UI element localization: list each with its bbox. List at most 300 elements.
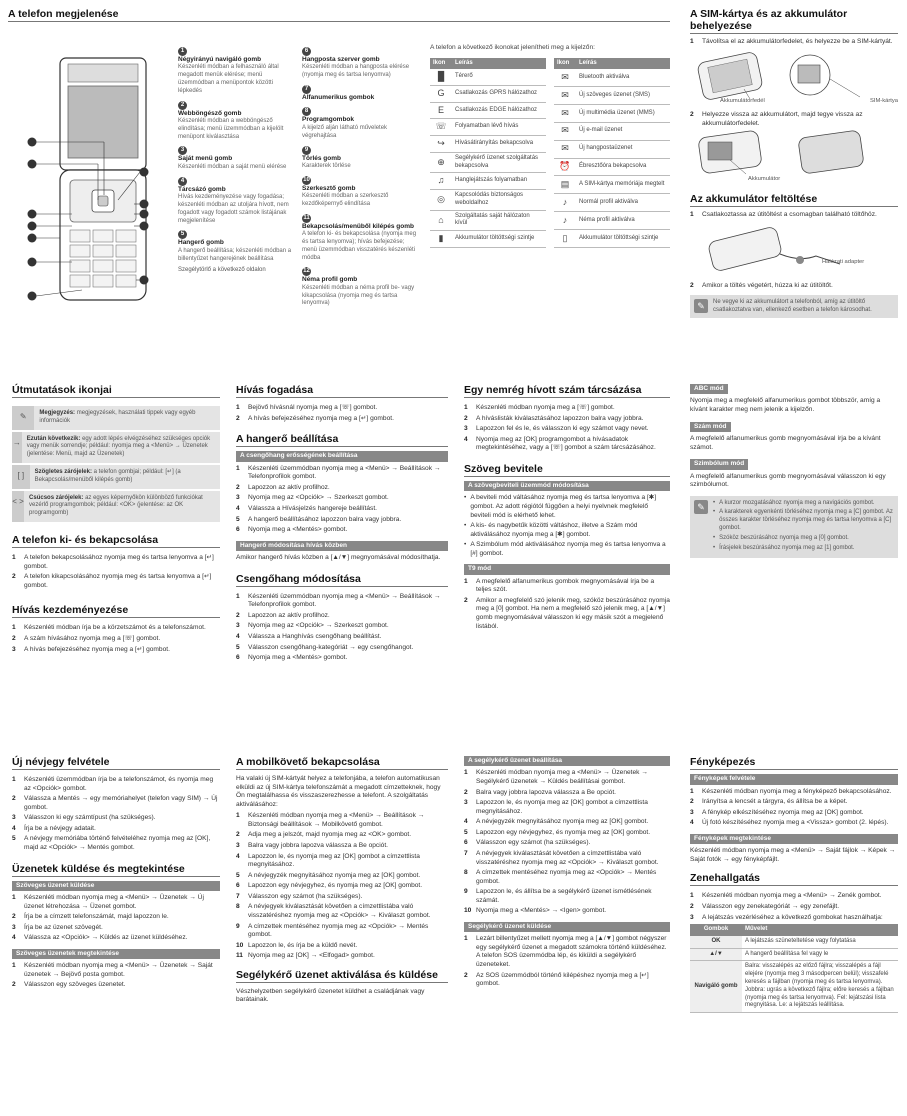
status-icon: ▐▌ bbox=[430, 69, 452, 85]
guide-def: a telefon gombjai; például: [↵] (a Bekapcsolás/menüből kilépés gomb) bbox=[34, 469, 181, 483]
icon-desc: Akkumulátor töltöttségi szintje bbox=[576, 230, 670, 248]
icon-row bbox=[430, 86, 546, 103]
bullet-text: A Szimbólum mód aktiválásához nyomja meg és tartsa lenyomva a [#] gombot. bbox=[470, 541, 666, 557]
step-number: 1 bbox=[236, 464, 240, 472]
step bbox=[690, 819, 898, 828]
bullet-dot: • bbox=[713, 544, 716, 551]
sim-step-1: Távolítsa el az akkumulátorfedelet, és helyezze be a SIM-kártyát. bbox=[702, 38, 893, 46]
step bbox=[12, 795, 220, 812]
step bbox=[236, 853, 448, 870]
step bbox=[12, 635, 220, 644]
tone-title: Csengőhang módosítása bbox=[236, 573, 448, 587]
key-desc: Készenléti módban a webböngésző elindítása; menü üzemmódban a kijelölt menüpont kiválasztása bbox=[178, 118, 284, 140]
step bbox=[236, 842, 448, 851]
step-text: Balra vagy jobbra lapozva válassza a Be opciót. bbox=[476, 788, 617, 796]
bullet-text: A karakterek egyenkénti törléséhez nyomja meg a [C] gombot. Az összes karakter törléséhez nyomja meg és tartsa lenyomva a [C] gombot. bbox=[719, 509, 893, 532]
step-text: Készenléti módban nyomja meg a <Menü> → Beállítások → Biztonsági beállítások → Mobilkövető gombot. bbox=[248, 812, 425, 828]
incall-text: Amikor hangerő hívás közben a [▲/▼] megnyomásával módosíthatja. bbox=[236, 554, 441, 562]
icon-desc: Új e-mail üzenet bbox=[576, 122, 670, 140]
key-desc: Készenléti módban a felhasználó által megadott menük elérése; menü üzemmódban a menüpontok közötti lépkedés bbox=[178, 64, 279, 94]
step bbox=[236, 622, 448, 631]
icon-row bbox=[554, 176, 670, 194]
col-icon: Ikon bbox=[430, 58, 452, 70]
step-text: Lapozzon egy névjegyhez, és nyomja meg az [OK] gombot. bbox=[476, 828, 651, 836]
col-r2-4 bbox=[690, 384, 898, 558]
bullet-dot: • bbox=[713, 509, 716, 516]
icon-desc: Akkumulátor töltöttségi szintje bbox=[452, 231, 546, 248]
bullet-dot: • bbox=[464, 522, 467, 530]
contact-title: Új névjegy felvétele bbox=[12, 756, 220, 770]
step bbox=[12, 624, 220, 633]
bullet bbox=[464, 541, 670, 558]
step-number: 9 bbox=[236, 922, 240, 930]
step-text: Nyomja meg a <Mentés> gombot. bbox=[248, 654, 348, 662]
step bbox=[464, 888, 670, 905]
bullet-text: A beviteli mód váltásához nyomja meg és tartsa lenyomva a [✱] gombot. Az adott régiótól függően a helyi nyelvnek megfelelő beviteli mód is elérhető lehet. bbox=[470, 494, 657, 519]
charger-illustration bbox=[690, 222, 898, 280]
key-number: 6 bbox=[302, 47, 311, 56]
step-text: Lapozzon az aktív profilhoz. bbox=[248, 611, 330, 619]
status-icon: ⌂ bbox=[430, 210, 452, 231]
step-number: 3 bbox=[236, 842, 240, 849]
abc-text: Nyomja meg a megfelelő alfanumerikus gombot többször, amíg a kívánt karakter meg nem jelenik a kijelzőn. bbox=[690, 397, 881, 413]
step bbox=[690, 914, 898, 923]
key-head bbox=[178, 46, 296, 56]
step-number: 4 bbox=[236, 632, 240, 640]
step-text: Nyomja meg a <Mentés> → <Igen> gombot. bbox=[476, 907, 607, 915]
icon-row bbox=[430, 102, 546, 119]
charge-step-2: Amikor a töltés végetért, húzza ki az útitöltőt. bbox=[702, 282, 833, 290]
step-text: Adja meg a jelszót, majd nyomja meg az <OK> gombot. bbox=[248, 831, 412, 839]
step-text: Nyomja meg az <Opciók> → Szerkeszt gombot. bbox=[248, 494, 389, 502]
step-number: 6 bbox=[236, 526, 240, 534]
step-text: Nyomja meg az [OK] programgombot a hívásadatok megtekintéséhez, vagy a [☏] gombot a szám tárcsázásához. bbox=[476, 435, 656, 452]
step-number: 1 bbox=[690, 787, 694, 795]
photo-title: Fényképezés bbox=[690, 756, 898, 770]
icon-row bbox=[430, 173, 546, 190]
step-text: Készenléti módban nyomja meg a fényképező bekapcsolásához. bbox=[702, 787, 892, 795]
step bbox=[236, 872, 448, 881]
step-number: 2 bbox=[236, 831, 240, 839]
step-number: 1 bbox=[690, 892, 694, 900]
guide-icon: < > bbox=[12, 491, 24, 522]
status-icon: ♪ bbox=[554, 194, 576, 212]
step bbox=[464, 829, 670, 838]
step bbox=[236, 516, 448, 525]
charge-note bbox=[690, 295, 898, 319]
key-number: 10 bbox=[303, 176, 310, 183]
step bbox=[12, 646, 220, 655]
bar-t9: T9 mód bbox=[464, 564, 670, 574]
icon-row bbox=[554, 140, 670, 158]
key-head bbox=[302, 213, 420, 223]
guide-term: Ezután következik: bbox=[26, 435, 81, 442]
key-number: 7 bbox=[302, 85, 311, 94]
step-number: 2 bbox=[464, 788, 468, 796]
key-name: Néma profil gomb bbox=[302, 276, 358, 284]
key-description bbox=[302, 213, 420, 263]
bar-ring-volume: A csengőhang erősségének beállítása bbox=[236, 451, 448, 461]
status-icon: ▤ bbox=[554, 176, 576, 194]
bullet-text: A kis- és nagybetűk közötti váltáshoz, illetve a Szám mód aktiválásához nyomja meg a [✱] gombot. bbox=[470, 522, 638, 538]
step-text: Nyomja meg a <Mentés> gombot. bbox=[248, 526, 348, 534]
step-number: 3 bbox=[464, 799, 468, 807]
step-number: 2 bbox=[236, 611, 240, 619]
step bbox=[236, 942, 448, 951]
step-number: 2 bbox=[12, 913, 16, 921]
music-key-row bbox=[690, 936, 898, 948]
key-number: 9 bbox=[302, 146, 311, 155]
step bbox=[690, 903, 898, 912]
guide-term: Szögletes zárójelek: bbox=[34, 469, 92, 476]
status-icon: ✉ bbox=[554, 69, 576, 86]
icon-row bbox=[430, 119, 546, 136]
icon-row bbox=[554, 105, 670, 123]
key-head bbox=[302, 84, 420, 94]
status-icon: ✉ bbox=[554, 122, 576, 140]
step-number: 11 bbox=[236, 952, 243, 960]
step bbox=[464, 404, 670, 413]
step bbox=[236, 654, 448, 663]
keys-col-a bbox=[178, 46, 296, 275]
col-action: Művelet bbox=[742, 924, 898, 936]
step-number: 1 bbox=[12, 624, 16, 632]
music-keys-table bbox=[690, 924, 898, 1013]
icon-row bbox=[554, 69, 670, 86]
bar-input-mode: A szövegbeviteli üzemmód módosítása bbox=[464, 481, 670, 491]
key-desc: A kijelző alján látható műveletek végrehajtása bbox=[302, 124, 388, 139]
status-icon: ◎ bbox=[430, 190, 452, 211]
step-text: A híváslisták kiválasztásához lapozzon balra vagy jobbra. bbox=[476, 414, 644, 422]
step bbox=[464, 818, 670, 827]
guide-row bbox=[12, 465, 220, 489]
icon-desc: Hívásátirányítás bekapcsolva bbox=[452, 136, 546, 153]
key-name: Saját menü gomb bbox=[178, 155, 233, 163]
icon-desc: Bluetooth aktiválva bbox=[576, 69, 670, 86]
step bbox=[236, 612, 448, 621]
key-number: 3 bbox=[178, 146, 187, 155]
step-text: Nyomja meg az <Opciók> → Szerkeszt gombot. bbox=[248, 622, 389, 630]
key-description bbox=[178, 145, 296, 171]
step-text: A névjegyek kiválasztását követően a címzettlistába való visszatéréshez nyomja meg az <Opciók> → Kiválaszt gombot. bbox=[476, 849, 659, 866]
step-text: Lapozzon le, és írja be a küldő nevét. bbox=[248, 941, 358, 949]
step-text: A hangerő beállításához lapozzon balra vagy jobbra. bbox=[248, 515, 402, 523]
key-number: 4 bbox=[178, 177, 187, 186]
guide-text bbox=[34, 406, 220, 430]
key-desc: Hívás kezdeményezése vagy fogadása; készenléti módban az utoljára hívott, nem fogadott vagy fogadott számok listájának megjelenítése bbox=[178, 194, 289, 224]
col-desc: Leírás bbox=[576, 58, 670, 70]
step-text: Válasszon egy számot (ha szükséges). bbox=[248, 892, 363, 900]
status-icon: ✉ bbox=[554, 140, 576, 158]
step-number: 1 bbox=[12, 962, 16, 970]
step-number: 1 bbox=[12, 554, 16, 562]
key-description bbox=[178, 46, 296, 96]
step-number: 2 bbox=[464, 596, 468, 604]
step bbox=[236, 644, 448, 653]
step-number: 6 bbox=[464, 839, 468, 847]
icon-row bbox=[430, 190, 546, 211]
step-number: 1 bbox=[464, 577, 468, 585]
step bbox=[12, 835, 220, 852]
key-description bbox=[302, 175, 420, 209]
step bbox=[236, 903, 448, 920]
music-key-row bbox=[690, 948, 898, 961]
section-sim: A SIM-kártya és az akkumulátor behelyezése 1 Távolítsa el az akkumulátorfedelet, és helyezze be a SIM-kártyát. Akkumulátorfedél SIM-kártya 2 Helyezze vissza az akkumulátort, majd tegye vissza az akkumulátorfedelet. Akkumulátor Az akkumulátor feltöltése 1 Csatlakoztassa az útitöltést a csomagban található töltőhöz. Hálózati adapter 2 Amikor a töltés végetért, húzza ki az útitöltőt. ✎ Ne vegye ki az akkumulátort a telefonból, amíg az útitöltő csatlakoztatva van, ellenkező esetben a telefon károsodhat. bbox=[690, 8, 898, 318]
step-text: Lapozzon le, és nyomja meg az [OK] gombot a címzettlista megnyitásához. bbox=[476, 799, 648, 815]
bar-sos-activate: A segélykérő üzenet beállítása bbox=[464, 756, 670, 766]
step bbox=[12, 573, 220, 590]
step bbox=[12, 934, 220, 943]
icon-desc: Csatlakozás EDGE hálózathoz bbox=[452, 102, 546, 119]
guide-text bbox=[22, 432, 220, 463]
step bbox=[464, 972, 670, 989]
step-number: 10 bbox=[236, 941, 244, 949]
step-number: 3 bbox=[464, 425, 468, 433]
step-text: A szám hívásához nyomja meg a [☏] gombot. bbox=[24, 634, 161, 642]
bullet-text: Írásjelek beszúrásához nyomja meg az [1] gombot. bbox=[719, 544, 855, 551]
step-number: 2 bbox=[464, 414, 468, 422]
step-number: 2 bbox=[12, 795, 16, 803]
step bbox=[236, 484, 448, 493]
key-description bbox=[302, 266, 420, 308]
bullet bbox=[713, 535, 894, 543]
guide-row bbox=[12, 406, 220, 430]
step bbox=[12, 776, 220, 793]
music-key: ▲/▼ bbox=[690, 948, 742, 961]
bar-send: Szöveges üzenet küldése bbox=[12, 881, 220, 891]
recent-title: Egy nemrég hívott szám tárcsázása bbox=[464, 384, 670, 398]
guide-def: egy adott lépés elvégzéséhez szükséges opciók vagy menük sorrendje; például: nyomja meg a <Menü> → Üzenetek (jelentése: Menü, majd az Üzenetek) bbox=[26, 435, 211, 458]
guide-text bbox=[24, 491, 220, 522]
step-number: 5 bbox=[236, 515, 240, 523]
text-notes bbox=[690, 496, 898, 559]
step-text: A fénykép elkészítéséhez nyomja meg az [OK] gombot. bbox=[702, 808, 864, 816]
guide-term: Csúcsos zárójelek: bbox=[29, 494, 84, 501]
icon-desc: Normál profil aktiválva bbox=[576, 194, 670, 212]
col-r2-3 bbox=[464, 384, 670, 633]
key-number: 8 bbox=[302, 107, 311, 116]
step bbox=[464, 935, 670, 969]
key-description bbox=[302, 145, 420, 171]
step-text: Válasszon csengőhang-kategóriát → egy csengőhangot. bbox=[248, 643, 414, 651]
step-text: A telefon kikapcsolásához nyomja meg és tartsa lenyomva a [↵] gombot. bbox=[24, 573, 212, 589]
step-number: 3 bbox=[12, 814, 16, 822]
guide-icon: [ ] bbox=[12, 465, 30, 489]
icon-row bbox=[430, 231, 546, 248]
icon-desc: A SIM-kártya memóriája megtelt bbox=[576, 176, 670, 194]
music-key: OK bbox=[690, 936, 742, 948]
step bbox=[464, 436, 670, 453]
key-head bbox=[178, 229, 296, 239]
status-icon: ♪ bbox=[554, 212, 576, 230]
step-text: Válasszon egy szöveges üzenetet. bbox=[24, 981, 126, 989]
step-text: Írja be a névjegy adatait. bbox=[24, 824, 96, 832]
col-r3-2 bbox=[236, 756, 448, 1008]
icon-desc: Csatlakozás GPRS hálózathoz bbox=[452, 86, 546, 103]
icon-table-right bbox=[554, 58, 670, 248]
bar-abc: ABC mód bbox=[690, 384, 728, 394]
bar-view-photo: Fényképek megtekintése bbox=[690, 834, 898, 844]
note-arrow: Szegélytörlő a következő oldalon bbox=[178, 267, 266, 274]
status-icon: ⊕ bbox=[430, 152, 452, 173]
icon-row bbox=[554, 194, 670, 212]
step-number: 3 bbox=[12, 645, 16, 653]
step-number: 4 bbox=[464, 435, 468, 443]
step-text: Készenléti módban nyomja meg a <Menü> → Üzenetek → Segélykérő üzenetek → Küldés beállításai gombot. bbox=[476, 769, 648, 785]
step bbox=[690, 798, 898, 807]
step-number: 5 bbox=[236, 643, 240, 651]
icon-table-left bbox=[430, 58, 546, 248]
step-text: Készenléti módban nyomja meg a [☏] gombot. bbox=[476, 404, 615, 412]
step-number: 9 bbox=[464, 888, 468, 896]
step bbox=[12, 894, 220, 911]
icon-row bbox=[554, 87, 670, 105]
key-head bbox=[302, 106, 420, 116]
step-text: Készenléti módban írja be a körzetszámot és a telefonszámot. bbox=[24, 624, 206, 632]
key-name: Bekapcsolás/menüből kilépés gomb bbox=[302, 222, 414, 230]
charge-step-1: Csatlakoztassa az útitöltést a csomagban található töltőhöz. bbox=[702, 211, 877, 219]
keys-col-b bbox=[302, 46, 420, 312]
step-number: 3 bbox=[690, 913, 694, 921]
step-number: 1 bbox=[12, 894, 16, 902]
bar-take-photo: Fényképek felvétele bbox=[690, 774, 898, 784]
icon-row bbox=[554, 212, 670, 230]
step bbox=[12, 825, 220, 834]
icon-desc: Néma profil aktiválva bbox=[576, 212, 670, 230]
step-text: Készenléti módban nyomja meg a <Menü> → Üzenetek → Saját üzenetek → Bejövő posta gombot. bbox=[24, 962, 213, 978]
icon-row bbox=[554, 230, 670, 248]
step-text: Válassza a Mentés → egy memóriahelyet (telefon vagy SIM) → Új gombot. bbox=[24, 795, 218, 811]
key-name: Tárcsázó gomb bbox=[178, 185, 226, 193]
step bbox=[236, 923, 448, 940]
step-text: Lapozzon egy névjegyhez, és nyomja meg az [OK] gombot. bbox=[248, 882, 423, 890]
icon-desc: Ébresztőóra bekapcsolva bbox=[576, 158, 670, 176]
key-head bbox=[178, 145, 296, 155]
step-number: 2 bbox=[690, 798, 694, 806]
bullet bbox=[713, 509, 894, 532]
bullet-dot: • bbox=[713, 499, 716, 506]
step bbox=[236, 415, 448, 424]
step bbox=[464, 415, 670, 424]
phone-illustration bbox=[22, 50, 162, 310]
step-text: Készenléti üzemmódban nyomja meg a <Menü> → Beállítások → Telefonprofilok gombot. bbox=[248, 592, 441, 609]
bar-sym: Szimbólum mód bbox=[690, 459, 748, 469]
key-number: 5 bbox=[178, 230, 187, 239]
col-r3-4 bbox=[690, 756, 898, 1013]
key-head bbox=[302, 175, 420, 185]
step-number: 2 bbox=[12, 634, 16, 642]
bullet-text: A kurzor mozgatásához nyomja meg a navigációs gombot. bbox=[719, 499, 875, 506]
step bbox=[236, 593, 448, 610]
view-photo-text: Készenléti módban nyomja meg a <Menü> → Saját fájlok → Képek → Saját fotók → egy fényképfájlt. bbox=[690, 847, 896, 863]
music-title: Zenehallgatás bbox=[690, 872, 898, 886]
step bbox=[12, 913, 220, 922]
step-number: 3 bbox=[236, 622, 240, 630]
step-text: Válasszon egy zenekategóriát → egy zenefájlt. bbox=[702, 902, 840, 910]
lbl-sim: SIM-kártya bbox=[869, 97, 898, 104]
status-icon: ↪ bbox=[430, 136, 452, 153]
music-action: Balra: visszalépés az előző fájlra; visszalépés a fájl elejére (nyomja meg 3 másodpercen belül); visszafelé keresés a fájlban (nyomja meg és tartsa lenyomva). Jobbra: ugrás a következő fájlra; előre keresés a fájlban (nyomja meg és tartsa lenyomva). Fel: lejátszási lista megnyitása. Le: a lejátszás leállítása. bbox=[742, 961, 898, 1013]
step-text: Válasszon ki egy számtípust (ha szükséges). bbox=[24, 814, 156, 822]
step bbox=[464, 839, 670, 848]
bullet-dot: • bbox=[464, 494, 467, 502]
key-name: Szerkesztő gomb bbox=[302, 184, 356, 192]
key-number: 11 bbox=[303, 214, 310, 221]
step-text: Bejövő hívásnál nyomja meg a [☏] gombot. bbox=[248, 404, 378, 412]
icon-row bbox=[430, 210, 546, 231]
volume-title: A hangerő beállítása bbox=[236, 433, 448, 447]
status-icon: ▯ bbox=[554, 230, 576, 248]
step-text: Lapozzon le, és állítsa be a segélykérő üzenet ismétlésének számát. bbox=[476, 888, 652, 904]
lbl-adapter: Hálózati adapter bbox=[822, 258, 865, 265]
num-text: A megfelelő alfanumerikus gomb megnyomásával írja be a kívánt számot. bbox=[690, 435, 881, 451]
step-text: Válassza a Hívásjelzés hangereje beállítást. bbox=[248, 504, 378, 512]
step-text: Amikor a megfelelő szó jelenik meg, szóköz beszúrásához nyomja meg a [0] gombot. Ha nem a megfelelő szó jelenik meg, a [▲/▼] gomb megnyomásával válasszon ki egy másik szót a megjelenő listából. bbox=[476, 596, 670, 630]
key-name: Webböngésző gomb bbox=[178, 109, 242, 117]
step bbox=[690, 892, 898, 901]
key-desc: Készenléti módban a hangposta elérése (nyomja meg és tartsa lenyomva) bbox=[302, 64, 410, 79]
step-number: 10 bbox=[464, 907, 472, 915]
guide-text bbox=[30, 465, 220, 489]
col-r2-2 bbox=[236, 384, 448, 665]
step bbox=[464, 578, 670, 595]
bullet bbox=[713, 500, 894, 508]
step-number: 4 bbox=[12, 824, 16, 832]
key-desc: A hangerő beállítása; készenléti módban a billentyűzet hangerejének beállítása bbox=[178, 247, 292, 262]
step bbox=[12, 554, 220, 571]
step-text: A megfelelő alfanumerikus gombok megnyomásával írja be a teljes szót. bbox=[476, 577, 655, 594]
note-icon: ✎ bbox=[694, 299, 708, 313]
step bbox=[464, 869, 670, 886]
key-desc: Készenléti módban a saját menü elérése bbox=[178, 163, 287, 170]
step bbox=[236, 465, 448, 482]
key-head bbox=[178, 176, 296, 186]
sym-text: A megfelelő alfanumerikus gomb megnyomásával válasszon ki egy szimbólumot. bbox=[690, 472, 886, 489]
sos-intro: Vészhelyzetben segélykérő üzenetet küldhet a családjának vagy barátainak. bbox=[236, 987, 425, 1004]
step-text: Lapozzon le, és nyomja meg az [OK] gombot a címzettlista megnyitásához. bbox=[248, 852, 420, 869]
sim-illustration bbox=[690, 49, 898, 105]
step-number: 1 bbox=[12, 776, 16, 784]
icon-row bbox=[554, 158, 670, 176]
col-r3-1 bbox=[12, 756, 220, 992]
icon-row bbox=[430, 136, 546, 153]
step-number: 6 bbox=[236, 654, 240, 662]
icon-row bbox=[554, 122, 670, 140]
text-title: Szöveg bevitele bbox=[464, 463, 670, 477]
step-number: 8 bbox=[236, 903, 240, 911]
bullet bbox=[713, 545, 894, 553]
key-head bbox=[178, 100, 296, 110]
step-text: A névjegy memóriába történő felvételéhez nyomja meg az [OK], majd az <Opciók> → Mentés gombot. bbox=[24, 835, 211, 851]
step-number: 4 bbox=[12, 934, 16, 942]
step-number: 2 bbox=[236, 483, 240, 491]
key-description bbox=[178, 176, 296, 226]
key-name: Alfanumerikus gombok bbox=[302, 94, 375, 102]
step-number: 1 bbox=[464, 935, 468, 943]
step-number: 2 bbox=[690, 902, 694, 910]
step bbox=[464, 799, 670, 816]
step bbox=[12, 814, 220, 823]
music-key: Navigáló gomb bbox=[690, 961, 742, 1013]
step bbox=[690, 788, 898, 797]
step bbox=[236, 526, 448, 535]
icons-intro: A telefon a következő ikonokat jelenítheti meg a kijelzőn: bbox=[430, 44, 595, 51]
step-number: 8 bbox=[464, 869, 468, 877]
step-number: 5 bbox=[236, 871, 240, 879]
sim-title: A SIM-kártya és az akkumulátor behelyezése bbox=[690, 8, 898, 34]
guide-def: az egyes képernyőkön különböző funkciókat vezérlő programgombok; például: <OK> (jelentése: az OK programgomb) bbox=[29, 494, 203, 517]
step bbox=[236, 404, 448, 413]
